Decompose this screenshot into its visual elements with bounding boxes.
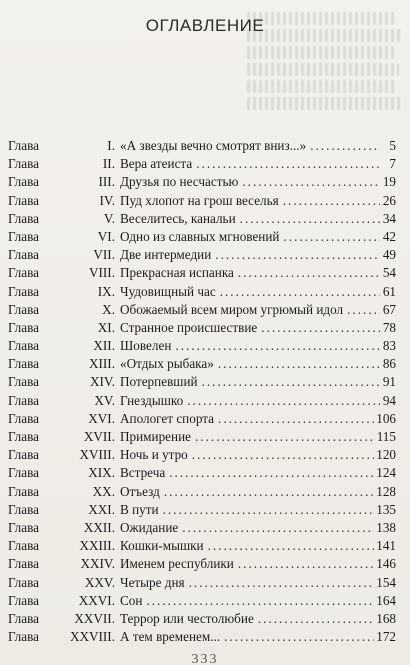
chapter-title: Четыре дня [120, 574, 185, 590]
dot-leader [182, 519, 374, 537]
dot-leader [163, 501, 375, 519]
chapter-title: Террор или честолюбие [120, 610, 254, 626]
page-number: 120 [376, 447, 396, 463]
chapter-number: XXVIII. [69, 629, 115, 645]
chapter-title: «Отдых рыбака» [120, 356, 214, 372]
dot-leader [218, 355, 380, 373]
toc-entry [8, 519, 396, 537]
page-number: 115 [376, 429, 396, 444]
chapter-word: Глава [8, 556, 39, 572]
chapter-title: Ожидание [120, 519, 179, 535]
page-number: 19 [382, 174, 396, 190]
toc-entry [8, 628, 396, 646]
chapter-number: XI. [97, 319, 115, 335]
chapter-title: Чудовищный час [120, 283, 216, 299]
dot-leader [220, 283, 380, 301]
toc-entry [8, 592, 396, 610]
page-number: 49 [382, 247, 396, 263]
toc-entry [8, 373, 396, 391]
dot-leader [258, 610, 374, 628]
toc-entry [8, 337, 396, 355]
page-number: 154 [376, 574, 396, 590]
page-number: 172 [376, 629, 396, 645]
chapter-word: Глава [8, 519, 39, 535]
page-number: 91 [382, 374, 396, 390]
page-title: ОГЛАВЛЕНИЕ [145, 16, 265, 35]
chapter-title: Потерпевший [120, 374, 198, 390]
page-number: 138 [376, 519, 396, 535]
chapter-title: Вера атеиста [120, 156, 193, 172]
chapter-number: XXII. [83, 519, 115, 535]
chapter-title: «А звезды вечно смотрят вниз...» [120, 138, 307, 153]
dot-leader [224, 628, 374, 646]
toc-entry [8, 137, 396, 155]
toc-entry [8, 319, 396, 337]
chapter-title: Две интермедии [120, 247, 212, 263]
toc-entry [8, 610, 396, 628]
dot-leader [238, 264, 380, 282]
chapter-title: Странное происшествие [120, 319, 258, 335]
dot-leader [195, 428, 375, 446]
chapter-number: XXV. [84, 574, 115, 590]
chapter-title: Пуд хлопот на грош веселья [120, 192, 279, 208]
chapter-number: IV. [99, 192, 115, 208]
chapter-number: IX. [97, 283, 115, 299]
chapter-word: Глава [8, 447, 39, 463]
dot-leader [310, 137, 380, 155]
chapter-word: Глава [8, 174, 39, 190]
dot-leader [261, 319, 380, 337]
page-number: 164 [376, 592, 396, 608]
dot-leader [164, 483, 374, 501]
chapter-title: Гнездышко [120, 392, 184, 408]
toc-entry [8, 355, 396, 373]
page-number: 168 [376, 610, 396, 626]
toc-entry [8, 210, 396, 228]
page-number: 34 [382, 210, 396, 226]
chapter-word: Глава [8, 538, 39, 554]
toc-entry [8, 537, 396, 555]
chapter-number: VIII. [89, 265, 115, 281]
chapter-number: VII. [93, 247, 115, 263]
chapter-title: Апологет спорта [120, 410, 215, 426]
page-number: 124 [376, 465, 396, 481]
toc-entry [8, 483, 396, 501]
page-number: 106 [376, 410, 396, 426]
chapter-number: XXI. [88, 501, 115, 517]
dot-leader [218, 410, 374, 428]
toc-entry [8, 555, 396, 573]
toc-entry [8, 410, 396, 428]
page-number: 42 [382, 228, 396, 244]
dot-leader [208, 537, 375, 555]
page-number: 146 [376, 556, 396, 572]
page-number: 7 [389, 156, 396, 172]
dot-leader [202, 373, 380, 391]
chapter-number: VI. [97, 228, 115, 244]
chapter-word: Глава [8, 629, 39, 645]
page-number: 141 [376, 538, 396, 554]
chapter-word: Глава [8, 319, 39, 335]
dot-leader [283, 228, 380, 246]
toc-entry [8, 501, 396, 519]
page-number: 26 [382, 192, 396, 208]
toc-entry [8, 301, 396, 319]
chapter-title: Веселитесь, канальи [120, 210, 236, 226]
dot-leader [242, 173, 380, 191]
chapter-title: А тем временем... [120, 629, 221, 645]
chapter-number: II. [102, 156, 115, 172]
chapter-word: Глава [8, 210, 39, 226]
chapter-word: Глава [8, 574, 39, 590]
toc-entry [8, 228, 396, 246]
chapter-title: Кошки-мышки [120, 538, 204, 554]
dot-leader [347, 301, 380, 319]
page-number: 128 [376, 483, 396, 499]
chapter-number: XIV. [89, 374, 115, 390]
chapter-number: XX. [92, 483, 115, 499]
chapter-number: XIX. [88, 465, 115, 481]
chapter-word: Глава [8, 392, 39, 408]
chapter-title: Шовелен [120, 338, 172, 354]
chapter-number: XVII. [83, 429, 115, 444]
chapter-number: XXIII. [79, 538, 115, 554]
chapter-title: Друзья по несчастью [120, 174, 239, 190]
toc-entry [8, 264, 396, 282]
chapter-number: I. [107, 138, 115, 153]
dot-leader [238, 555, 374, 573]
chapter-word: Глава [8, 410, 39, 426]
chapter-word: Глава [8, 501, 39, 517]
footer-page-number: 333 [191, 652, 219, 665]
chapter-word: Глава [8, 483, 39, 499]
chapter-word: Глава [8, 592, 39, 608]
chapter-word: Глава [8, 192, 39, 208]
chapter-title: Обожаемый всем миром угрюмый идол [120, 301, 344, 317]
dot-leader [196, 155, 380, 173]
chapter-number: III. [98, 174, 115, 190]
chapter-title: Ночь и утро [120, 447, 188, 463]
dot-leader [215, 246, 380, 264]
toc-entry [8, 392, 396, 410]
page-number: 135 [376, 501, 396, 517]
chapter-number: XII. [93, 338, 115, 354]
chapter-word: Глава [8, 265, 39, 281]
dot-leader [189, 574, 375, 592]
chapter-word: Глава [8, 138, 39, 153]
chapter-word: Глава [8, 247, 39, 263]
chapter-title: Встреча [120, 465, 166, 481]
toc-entry [8, 192, 396, 210]
dot-leader [240, 210, 380, 228]
chapter-title: Отъезд [120, 483, 160, 499]
toc-entry [8, 428, 396, 446]
chapter-word: Глава [8, 156, 39, 172]
chapter-word: Глава [8, 356, 39, 372]
chapter-word: Глава [8, 338, 39, 354]
chapter-number: XXVI. [78, 592, 115, 608]
page-number: 86 [382, 356, 396, 372]
page-number: 94 [382, 392, 396, 408]
chapter-number: XIII. [89, 356, 115, 372]
dot-leader [146, 592, 374, 610]
chapter-title: Прекрасная испанка [120, 265, 234, 281]
toc-entry [8, 173, 396, 191]
page-number: 78 [382, 319, 396, 335]
dot-leader [283, 192, 380, 210]
chapter-title: Сон [120, 592, 143, 608]
chapter-title: В пути [120, 501, 159, 517]
toc-entry [8, 246, 396, 264]
chapter-number: XXIV. [80, 556, 115, 572]
page-number: 54 [382, 265, 396, 281]
page-number: 61 [382, 283, 396, 299]
dot-leader [175, 337, 380, 355]
chapter-word: Глава [8, 301, 39, 317]
toc-entry [8, 446, 396, 464]
chapter-title: Одно из славных мгновений [120, 228, 280, 244]
page-number: 67 [382, 301, 396, 317]
toc-entry [8, 283, 396, 301]
chapter-number: XVIII. [79, 447, 115, 463]
table-of-contents [8, 137, 396, 646]
chapter-number: V. [103, 210, 115, 226]
chapter-word: Глава [8, 465, 39, 481]
chapter-number: XV. [94, 392, 115, 408]
chapter-word: Глава [8, 429, 39, 444]
page-number: 83 [382, 338, 396, 354]
toc-entry [8, 574, 396, 592]
chapter-number: X. [102, 301, 115, 317]
chapter-title: Именем республики [120, 556, 234, 572]
chapter-word: Глава [8, 610, 39, 626]
dot-leader [187, 392, 380, 410]
chapter-number: XVI. [88, 410, 115, 426]
chapter-title: Примирение [120, 429, 191, 444]
page-number: 5 [389, 138, 396, 153]
dot-leader [169, 464, 374, 482]
chapter-number: XXVII. [74, 610, 115, 626]
dot-leader [192, 446, 374, 464]
chapter-word: Глава [8, 283, 39, 299]
chapter-word: Глава [8, 374, 39, 390]
toc-entry [8, 464, 396, 482]
toc-entry [8, 155, 396, 173]
chapter-word: Глава [8, 228, 39, 244]
